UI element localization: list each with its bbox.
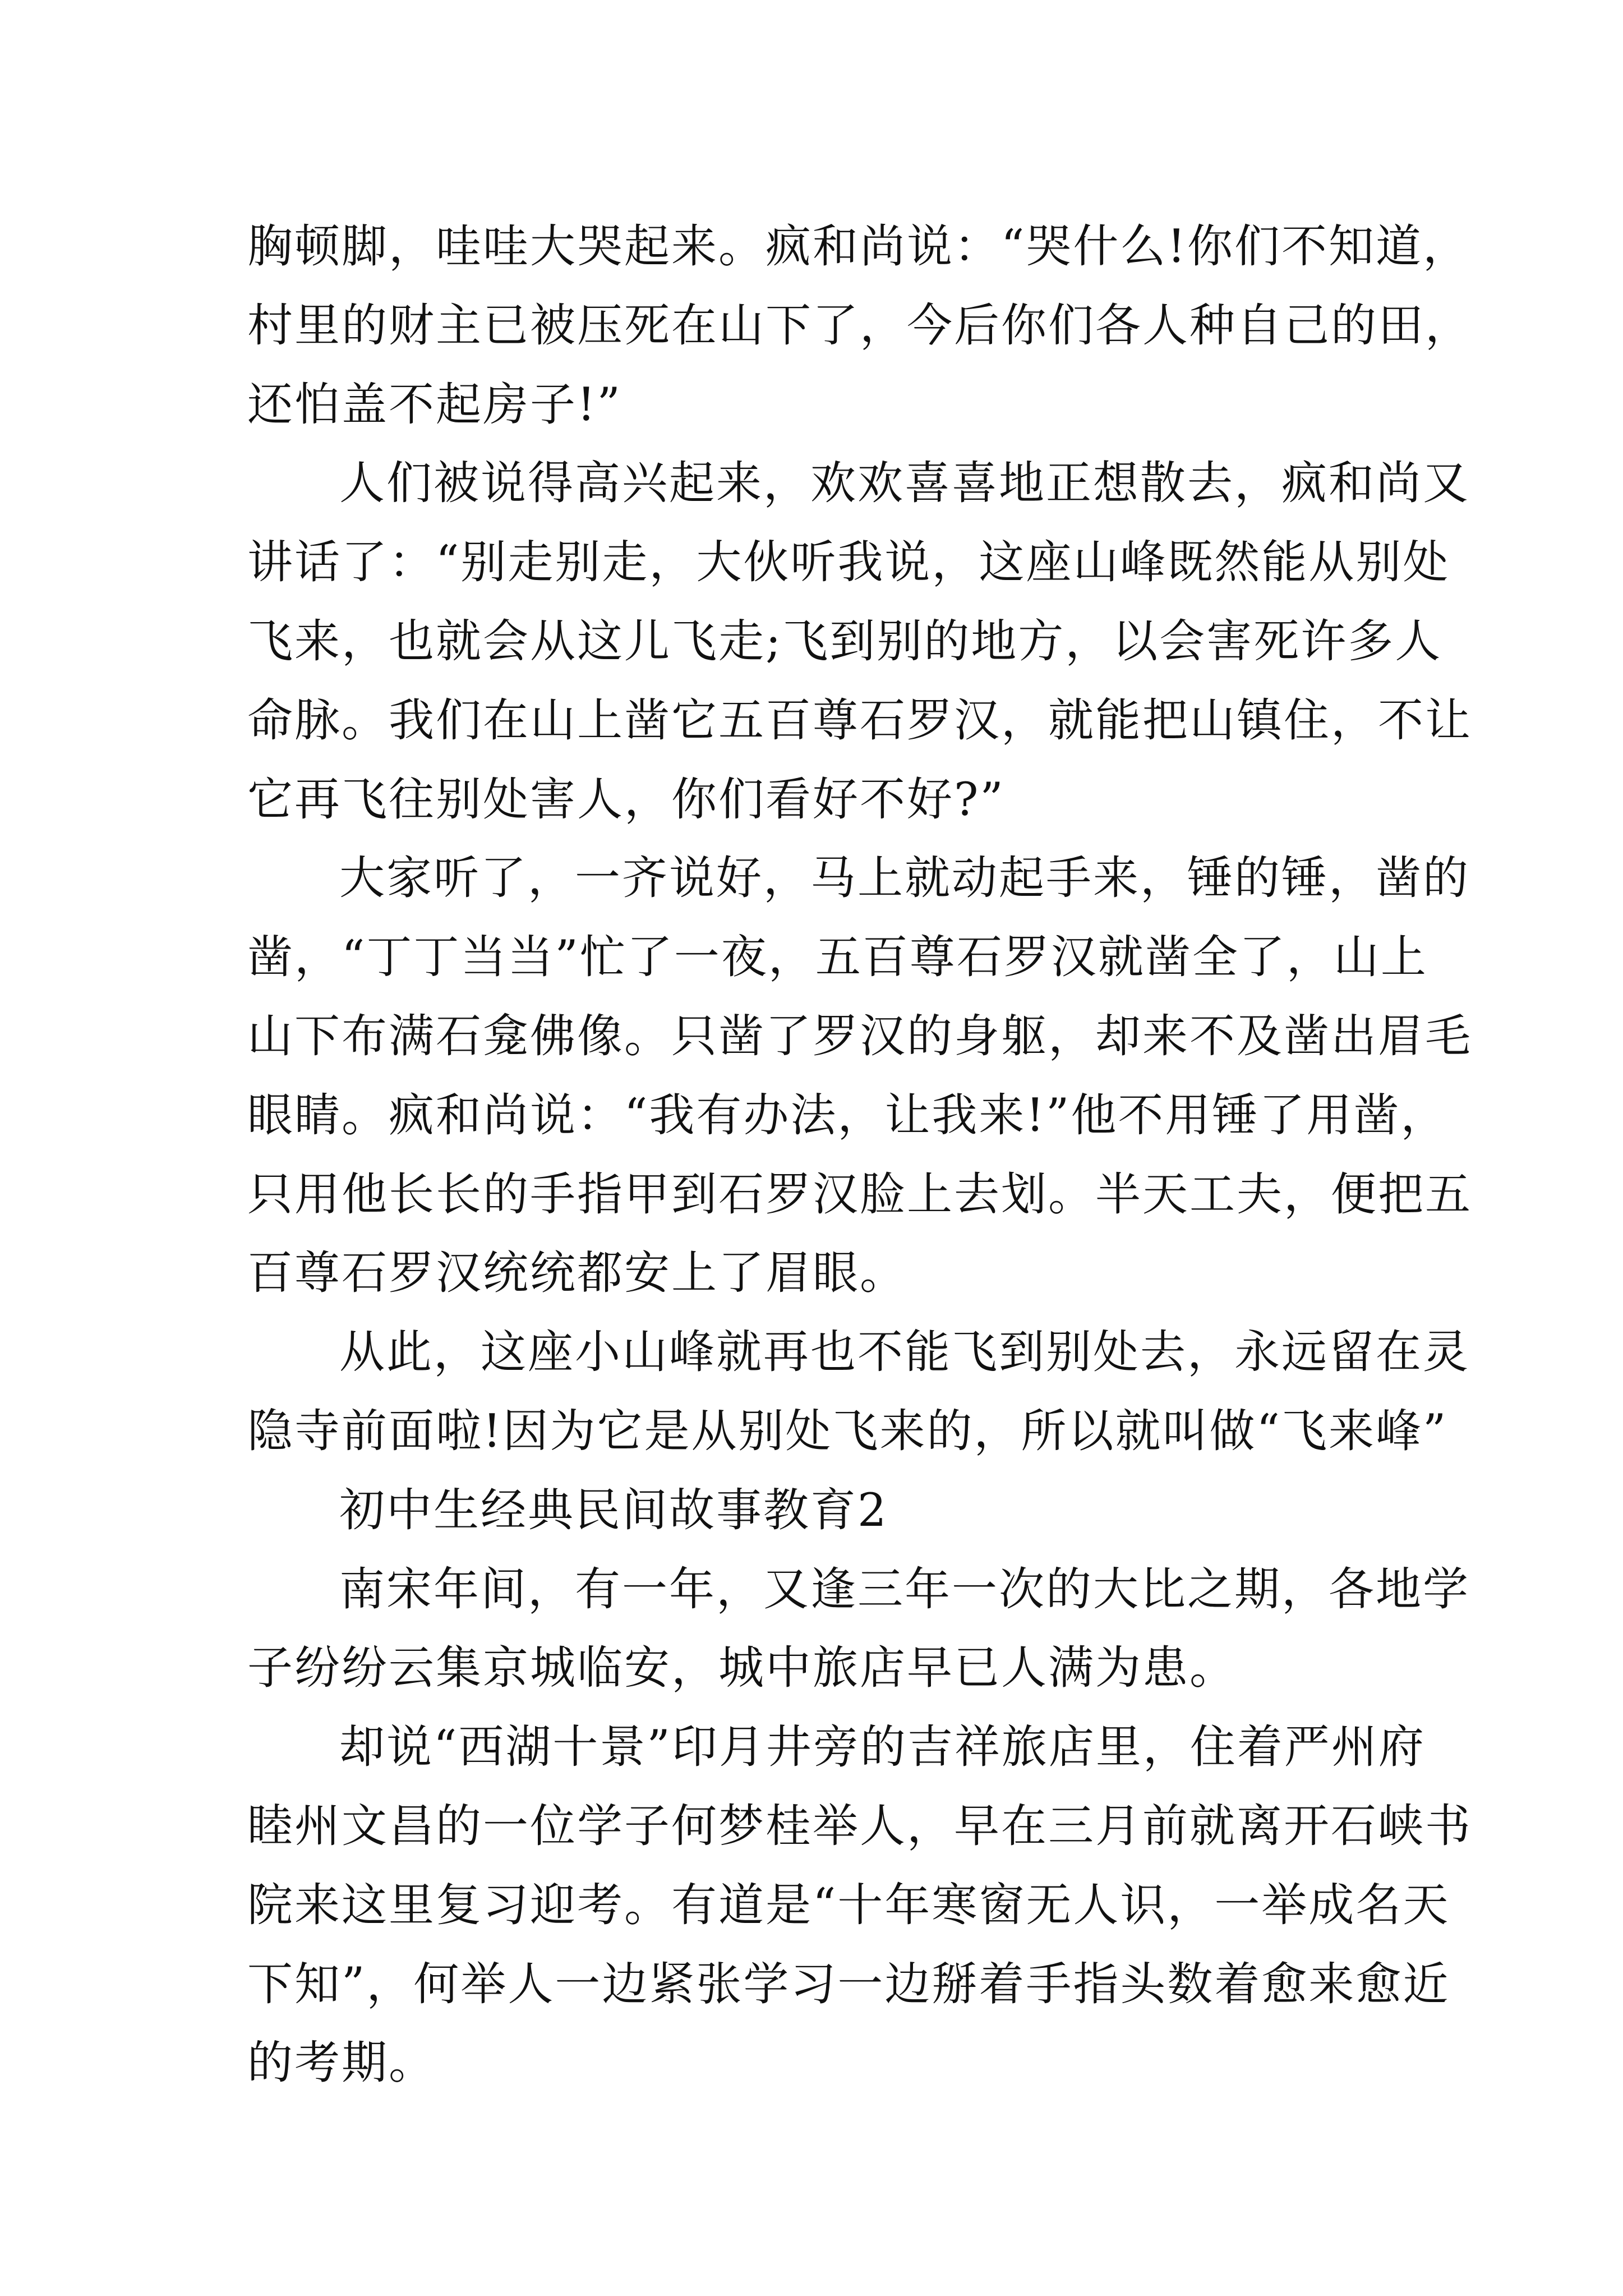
section-heading: 初中生经典民间故事教育2 (339, 1484, 888, 1537)
text-line: 它再飞往别处害人，你们看好不好?” (247, 774, 1005, 826)
text-line: 胸顿脚，哇哇大哭起来。疯和尚说：“哭什么!你们不知道， (247, 220, 1470, 273)
text-line: 凿，“丁丁当当”忙了一夜，五百尊石罗汉就凿全了，山上 (247, 931, 1428, 984)
text-line: 南宋年间，有一年，又逢三年一次的大比之期，各地学 (339, 1563, 1470, 1616)
text-line: 的考期。 (247, 2037, 436, 2090)
text-line: 人们被说得高兴起来，欢欢喜喜地正想散去，疯和尚又 (339, 457, 1470, 510)
text-line: 眼睛。疯和尚说：“我有办法，让我来!”他不用锤了用凿， (247, 1089, 1448, 1142)
text-line: 却说“西湖十景”印月井旁的吉祥旅店里，住着严州府 (339, 1721, 1426, 1774)
text-line: 子纷纷云集京城临安，城中旅店早已人满为患。 (247, 1642, 1237, 1695)
text-line: 下知”，何举人一边紧张学习一边掰着手指头数着愈来愈近 (247, 1958, 1450, 2011)
text-line: 睦州文昌的一位学子何梦桂举人，早在三月前就离开石峡书 (247, 1800, 1473, 1853)
text-line: 还怕盖不起房子!” (247, 379, 622, 431)
text-line: 隐寺前面啦!因为它是从别处飞来的，所以就叫做“飞来峰” (247, 1405, 1448, 1458)
text-line: 院来这里复习迎考。有道是“十年寒窗无人识，一举成名天 (247, 1879, 1450, 1932)
text-line: 村里的财主已被压死在山下了，今后你们各人种自己的田， (247, 300, 1473, 352)
text-line: 山下布满石龛佛像。只凿了罗汉的身躯，却来不及凿出眉毛 (247, 1010, 1473, 1063)
text-line: 只用他长长的手指甲到石罗汉脸上去划。半天工夫，便把五 (247, 1168, 1473, 1221)
text-line: 从此，这座小山峰就再也不能飞到别处去，永远留在灵 (339, 1326, 1470, 1379)
text-line: 大家听了，一齐说好，马上就动起手来，锤的锤，凿的 (339, 852, 1470, 905)
text-line: 百尊石罗汉统统都安上了眉眼。 (247, 1247, 907, 1300)
text-line: 命脉。我们在山上凿它五百尊石罗汉，就能把山镇住，不让 (247, 694, 1473, 747)
text-line: 讲话了：“别走别走，大伙听我说，这座山峰既然能从别处 (247, 536, 1450, 589)
text-line: 飞来，也就会从这儿飞走;飞到别的地方，以会害死许多人 (247, 615, 1442, 668)
